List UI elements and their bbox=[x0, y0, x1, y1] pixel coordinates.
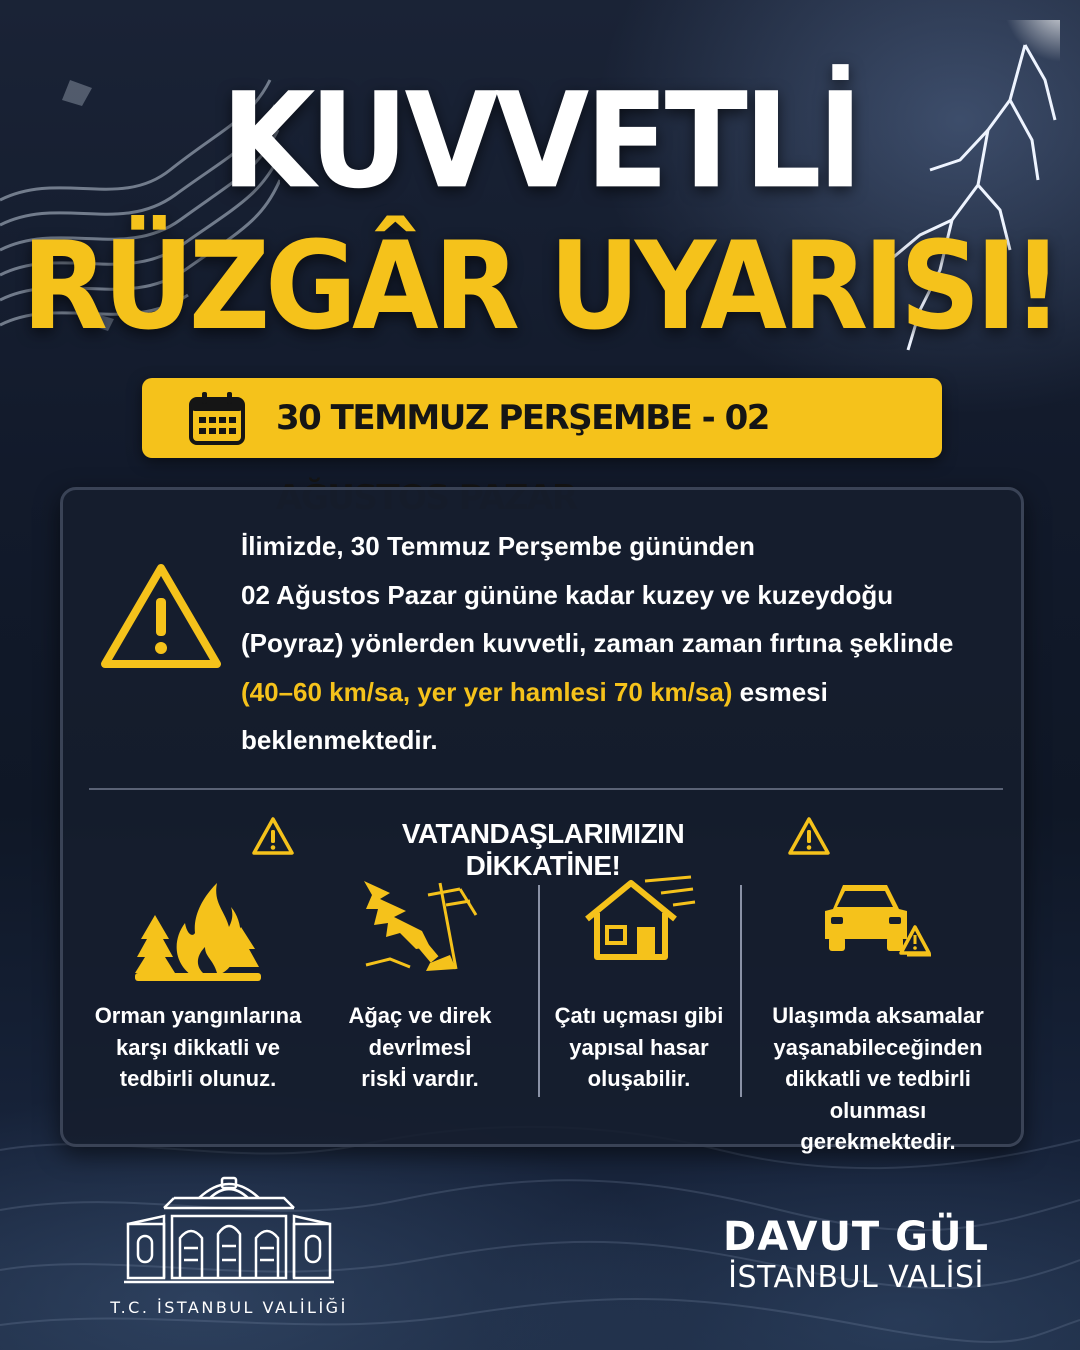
calendar-icon bbox=[188, 390, 246, 446]
date-range-text: 30 TEMMUZ PERŞEMBE - 02 bbox=[276, 398, 769, 438]
caption-line: riskİ vardır. bbox=[361, 1066, 479, 1091]
caption-line: Orman yangınlarına bbox=[94, 1003, 302, 1028]
wind-speed-highlight: (40–60 km/sa, yer yer hamlesi 70 km/sa) bbox=[241, 676, 733, 707]
date-range-banner bbox=[142, 378, 942, 458]
caption-line: Ulaşımda aksamalar bbox=[772, 1003, 984, 1028]
governor-title: İSTANBUL VALİSİ bbox=[728, 1260, 984, 1295]
caption-line: oluşabilir. bbox=[587, 1066, 691, 1091]
forest-fire-icon bbox=[133, 875, 263, 985]
caption-line: yapısal hasar bbox=[569, 1034, 709, 1060]
warning-line-5: beklenmektedir. bbox=[241, 725, 438, 755]
warning-line-4 bbox=[241, 668, 1001, 717]
car-warning-icon bbox=[823, 875, 933, 965]
caption-line: Çatı uçması gibi bbox=[554, 1003, 724, 1028]
warning-line-3: (Poyraz) yönlerden kuvvetli, zaman zaman fırtına şeklinde bbox=[241, 628, 954, 658]
attention-header bbox=[63, 810, 1021, 881]
section-divider bbox=[89, 788, 1003, 790]
tip-roof-damage-caption bbox=[541, 1000, 737, 1095]
caption-line: yaşanabileceğinden bbox=[773, 1034, 983, 1060]
column-separator bbox=[740, 885, 742, 1097]
warning-triangle-icon bbox=[99, 560, 223, 672]
headline-line2: RÜZGÂR UYARISI! bbox=[21, 216, 1059, 358]
fallen-tree-pole-icon bbox=[360, 875, 480, 975]
warning-panel bbox=[60, 487, 1024, 1154]
damaged-house-icon bbox=[581, 875, 697, 965]
warning-message bbox=[241, 522, 1001, 765]
column-separator bbox=[538, 885, 540, 1097]
warning-line-1: İlimizde, 30 Temmuz Perşembe gününden bbox=[241, 531, 755, 561]
caption-line: Ağaç ve direk bbox=[348, 1003, 492, 1028]
attention-label: VATANDAŞLARIMIZIN DİKKATİNE! bbox=[401, 818, 685, 881]
headline-line1: KUVVETLİ bbox=[221, 64, 859, 218]
caption-line: olunması gerekmektedir. bbox=[800, 1097, 956, 1154]
governor-name: DAVUT GÜL bbox=[723, 1214, 989, 1260]
tip-fallen-tree-caption bbox=[315, 1000, 525, 1095]
warning-line-2: 02 Ağustos Pazar gününe kadar kuzey ve kuzeydoğu bbox=[241, 579, 894, 610]
warning-triangle-icon bbox=[251, 816, 295, 856]
caption-line: tedbirli olunuz. bbox=[119, 1066, 277, 1091]
tip-forest-fire-caption bbox=[93, 1000, 303, 1095]
tip-transport-caption bbox=[753, 1000, 1003, 1158]
caption-line: dikkatli ve tedbirli bbox=[785, 1066, 971, 1091]
istanbul-governorship-building-icon bbox=[124, 1168, 334, 1288]
warning-triangle-icon bbox=[787, 816, 831, 856]
caption-line: devrİmesİ bbox=[368, 1034, 472, 1060]
warning-line-4-rest: esmesi bbox=[732, 676, 828, 707]
governorship-logo-text: T.C. İSTANBUL VALİLİĞİ bbox=[110, 1298, 348, 1317]
caption-line: karşı dikkatli ve bbox=[116, 1034, 280, 1060]
